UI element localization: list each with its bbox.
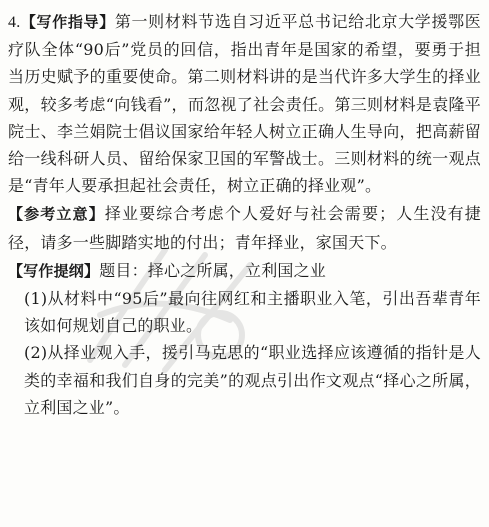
- reference-idea-text: 择业要综合考虑个人爱好与社会需要；人生没有捷径，请多一些脚踏实地的付出；青年择业，家国天下。: [8, 204, 481, 252]
- question-number: 4.: [8, 14, 21, 31]
- outline-point-1: (1)从材料中“95后”最向往网红和主播职业入笔，引出吾辈青年该如何规划自己的职业。: [24, 289, 481, 336]
- writing-guidance-paragraph: [8, 8, 481, 199]
- writing-guidance-text: 第一则材料节选自习近平总书记给北京大学援鄂医疗队全体“90后”党员的回信，指出青年是国家的希望，要勇于担当历史赋予的重要使命。第二则材料讲的是当代许多大学生的择业观，较多考虑“向钱看”，而忽视了社会责任。第三则材料是袁隆平院士、李兰娟院士倡议国家给年轻人树立正确人生导向，把高薪留给一线科研人员、留给保家卫国的军警战士。三则材料的统一观点是“青年人要承担起社会责任，树立正确的择业观”。: [8, 12, 481, 196]
- reference-idea-label: 【参考立意】: [8, 205, 105, 224]
- outline-heading: [8, 257, 481, 285]
- outline-label: 【写作提纲】: [8, 261, 100, 280]
- outline-point-2: (2)从择业观入手，援引马克思的“职业选择应该遵循的指针是人类的幸福和我们自身的完美”的观点引出作文观点“择心之所属，立利国之业”。: [24, 343, 481, 417]
- outline-title: 题目：择心之所属，立利国之业: [99, 260, 327, 280]
- reference-idea-paragraph: [8, 200, 481, 255]
- writing-guidance-label: 【写作指导】: [20, 13, 115, 31]
